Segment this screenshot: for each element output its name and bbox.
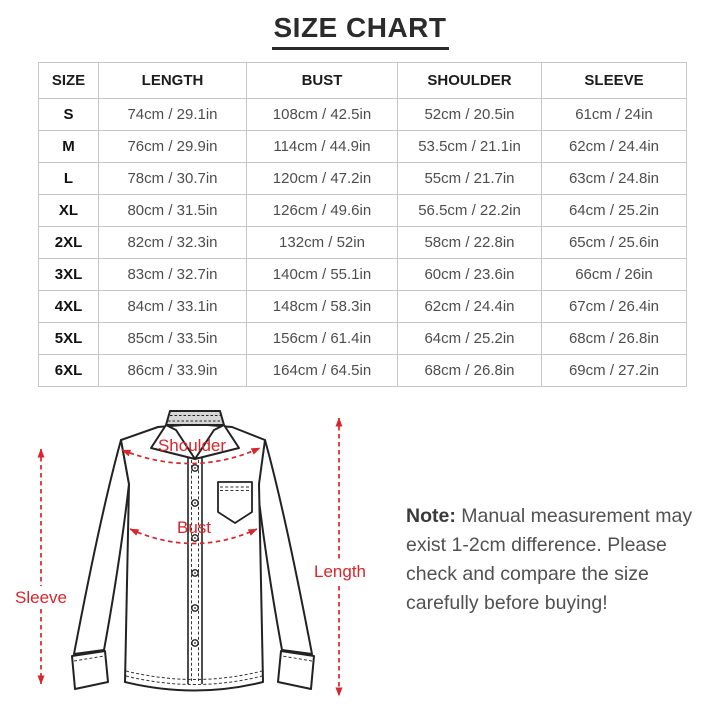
shoulder-cell: 68cm / 26.8in [398, 355, 542, 387]
note-text [406, 502, 700, 618]
shoulder-label: Shoulder [157, 436, 227, 455]
length-label: Length [314, 562, 366, 581]
shoulder-cell: 55cm / 21.7in [398, 163, 542, 195]
table-row [39, 355, 687, 387]
header-shoulder: SHOULDER [398, 63, 542, 99]
sleeve-cell: 62cm / 24.4in [542, 131, 687, 163]
sleeve-cell: 67cm / 26.4in [542, 291, 687, 323]
bust-cell: 164cm / 64.5in [247, 355, 398, 387]
table-row [39, 323, 687, 355]
shoulder-cell: 52cm / 20.5in [398, 99, 542, 131]
table-row [39, 131, 687, 163]
length-cell: 86cm / 33.9in [99, 355, 247, 387]
header-length: LENGTH [99, 63, 247, 99]
size-table [38, 62, 687, 387]
shoulder-cell: 58cm / 22.8in [398, 227, 542, 259]
size-cell: 3XL [39, 259, 99, 291]
sleeve-cell: 61cm / 24in [542, 99, 687, 131]
bust-cell: 114cm / 44.9in [247, 131, 398, 163]
right-sleeve [257, 440, 312, 654]
size-cell: 4XL [39, 291, 99, 323]
length-cell: 84cm / 33.1in [99, 291, 247, 323]
length-cell: 85cm / 33.5in [99, 323, 247, 355]
size-cell: 2XL [39, 227, 99, 259]
left-sleeve [74, 440, 129, 654]
bust-cell: 156cm / 61.4in [247, 323, 398, 355]
page-title: SIZE CHART [272, 12, 449, 50]
note-body: Manual measurement may exist 1-2cm difference. Please check and compare the size carefully before buying! [406, 505, 693, 614]
header-sleeve: SLEEVE [542, 63, 687, 99]
shoulder-cell: 56.5cm / 22.2in [398, 195, 542, 227]
length-cell: 74cm / 29.1in [99, 99, 247, 131]
size-cell: S [39, 99, 99, 131]
sleeve-cell: 69cm / 27.2in [542, 355, 687, 387]
table-row [39, 195, 687, 227]
bust-cell: 140cm / 55.1in [247, 259, 398, 291]
bust-cell: 148cm / 58.3in [247, 291, 398, 323]
table-row [39, 259, 687, 291]
bust-cell: 126cm / 49.6in [247, 195, 398, 227]
sleeve-cell: 68cm / 26.8in [542, 323, 687, 355]
size-cell: M [39, 131, 99, 163]
sleeve-cell: 65cm / 25.6in [542, 227, 687, 259]
table-row [39, 227, 687, 259]
shirt-measurement-diagram [8, 392, 388, 717]
note-label: Note: [406, 505, 456, 527]
size-cell: 6XL [39, 355, 99, 387]
table-row [39, 99, 687, 131]
shoulder-cell: 62cm / 24.4in [398, 291, 542, 323]
sleeve-cell: 64cm / 25.2in [542, 195, 687, 227]
length-cell: 76cm / 29.9in [99, 131, 247, 163]
sleeve-cell: 66cm / 26in [542, 259, 687, 291]
shoulder-cell: 60cm / 23.6in [398, 259, 542, 291]
table-header-row [39, 63, 687, 99]
table-row [39, 291, 687, 323]
size-cell: XL [39, 195, 99, 227]
sleeve-cell: 63cm / 24.8in [542, 163, 687, 195]
length-cell: 80cm / 31.5in [99, 195, 247, 227]
size-cell: 5XL [39, 323, 99, 355]
bust-cell: 108cm / 42.5in [247, 99, 398, 131]
sleeve-label: Sleeve [15, 588, 67, 607]
bust-label: Bust [176, 518, 212, 537]
size-cell: L [39, 163, 99, 195]
shoulder-cell: 64cm / 25.2in [398, 323, 542, 355]
shoulder-cell: 53.5cm / 21.1in [398, 131, 542, 163]
table-row [39, 163, 687, 195]
header-size: SIZE [39, 63, 99, 99]
bust-cell: 132cm / 52in [247, 227, 398, 259]
length-cell: 83cm / 32.7in [99, 259, 247, 291]
header-bust: BUST [247, 63, 398, 99]
length-cell: 82cm / 32.3in [99, 227, 247, 259]
collar-band [166, 411, 224, 425]
title-wrap [0, 12, 720, 50]
bust-cell: 120cm / 47.2in [247, 163, 398, 195]
length-cell: 78cm / 30.7in [99, 163, 247, 195]
